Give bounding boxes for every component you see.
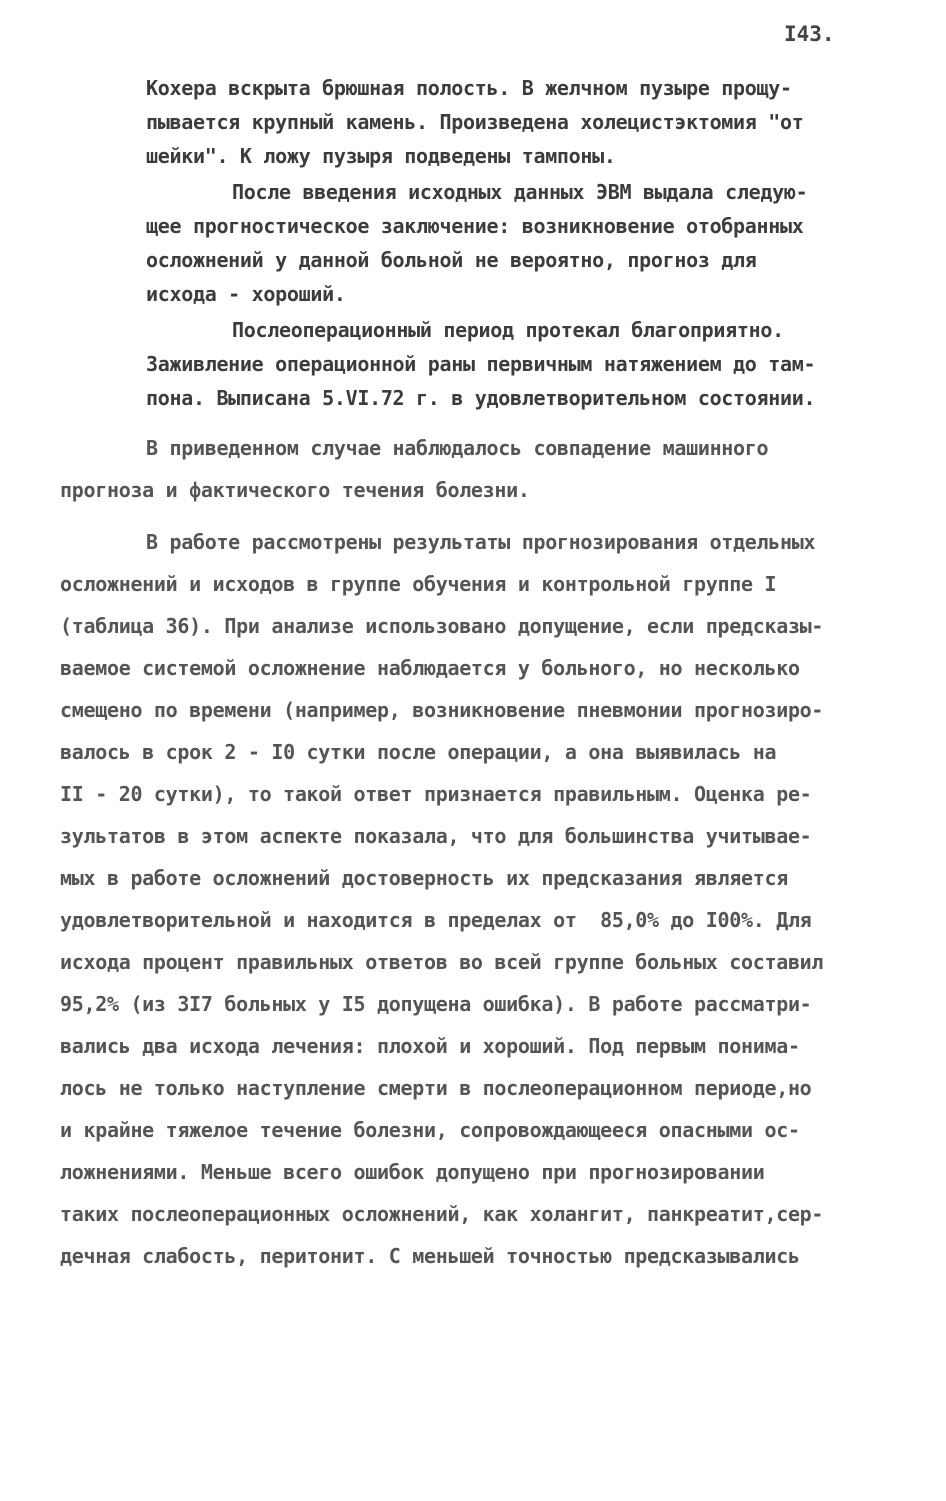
text-line: таких послеоперационных осложнений, как холангит, панкреатит,сер-	[60, 1202, 824, 1226]
text-line: пона. Выписана 5.VI.72 г. в удовлетворительном состоянии.	[146, 386, 816, 410]
text-line: ложнениями. Меньше всего ошибок допущено при прогнозировании	[60, 1160, 765, 1184]
text-line: шейки". К ложу пузыря подведены тампоны.	[146, 144, 616, 168]
text-line: зультатов в этом аспекте показала, что для большинства учитывае-	[60, 824, 812, 848]
text-line: удовлетворительной и находится в пределах от 85,0% до I00%. Для	[60, 908, 812, 932]
text-line: лось не только наступление смерти в послеоперационном периоде,но	[60, 1076, 812, 1100]
text-line: Кохера вскрыта брюшная полость. В желчном пузыре прощу-	[146, 76, 792, 100]
text-line: В работе рассмотрены результаты прогнозирования отдельных	[146, 530, 816, 554]
text-line: Послеоперационный период протекал благоприятно.	[232, 318, 784, 342]
text-line: пывается крупный камень. Произведена холецистэктомия "от	[146, 110, 804, 134]
text-line: вались два исхода лечения: плохой и хороший. Под первым понима-	[60, 1034, 800, 1058]
text-line: мых в работе осложнений достоверность их предсказания является	[60, 866, 788, 890]
text-line: прогноза и фактического течения болезни.	[60, 478, 530, 502]
page-number: I43.	[784, 22, 835, 46]
text-line: В приведенном случае наблюдалось совпадение машинного	[146, 436, 769, 460]
text-line: (таблица 36). При анализе использовано допущение, если предсказы-	[60, 614, 824, 638]
text-line: Заживление операционной раны первичным натяжением до там-	[146, 352, 816, 376]
text-line: валось в срок 2 - I0 сутки после операции, а она выявилась на	[60, 740, 777, 764]
text-line: осложнений у данной больной не вероятно, прогноз для	[146, 248, 757, 272]
text-line: осложнений и исходов в группе обучения и контрольной группе I	[60, 572, 777, 596]
text-line: дечная слабость, перитонит. С меньшей точностью предсказывались	[60, 1244, 800, 1268]
text-line: исхода процент правильных ответов во всей группе больных составил	[60, 950, 824, 974]
text-line: смещено по времени (например, возникновение пневмонии прогнозиро-	[60, 698, 824, 722]
text-line: и крайне тяжелое течение болезни, сопровождающееся опасными ос-	[60, 1118, 800, 1142]
text-line: исхода - хороший.	[146, 282, 346, 306]
text-line: щее прогностическое заключение: возникновение отобранных	[146, 214, 804, 238]
text-line: 95,2% (из 3I7 больных у I5 допущена ошибка). В работе рассматри-	[60, 992, 812, 1016]
text-line: ваемое системой осложнение наблюдается у больного, но несколько	[60, 656, 800, 680]
text-line: II - 20 сутки), то такой ответ признается правильным. Оценка ре-	[60, 782, 812, 806]
text-line: После введения исходных данных ЭВМ выдала следую-	[232, 180, 808, 204]
